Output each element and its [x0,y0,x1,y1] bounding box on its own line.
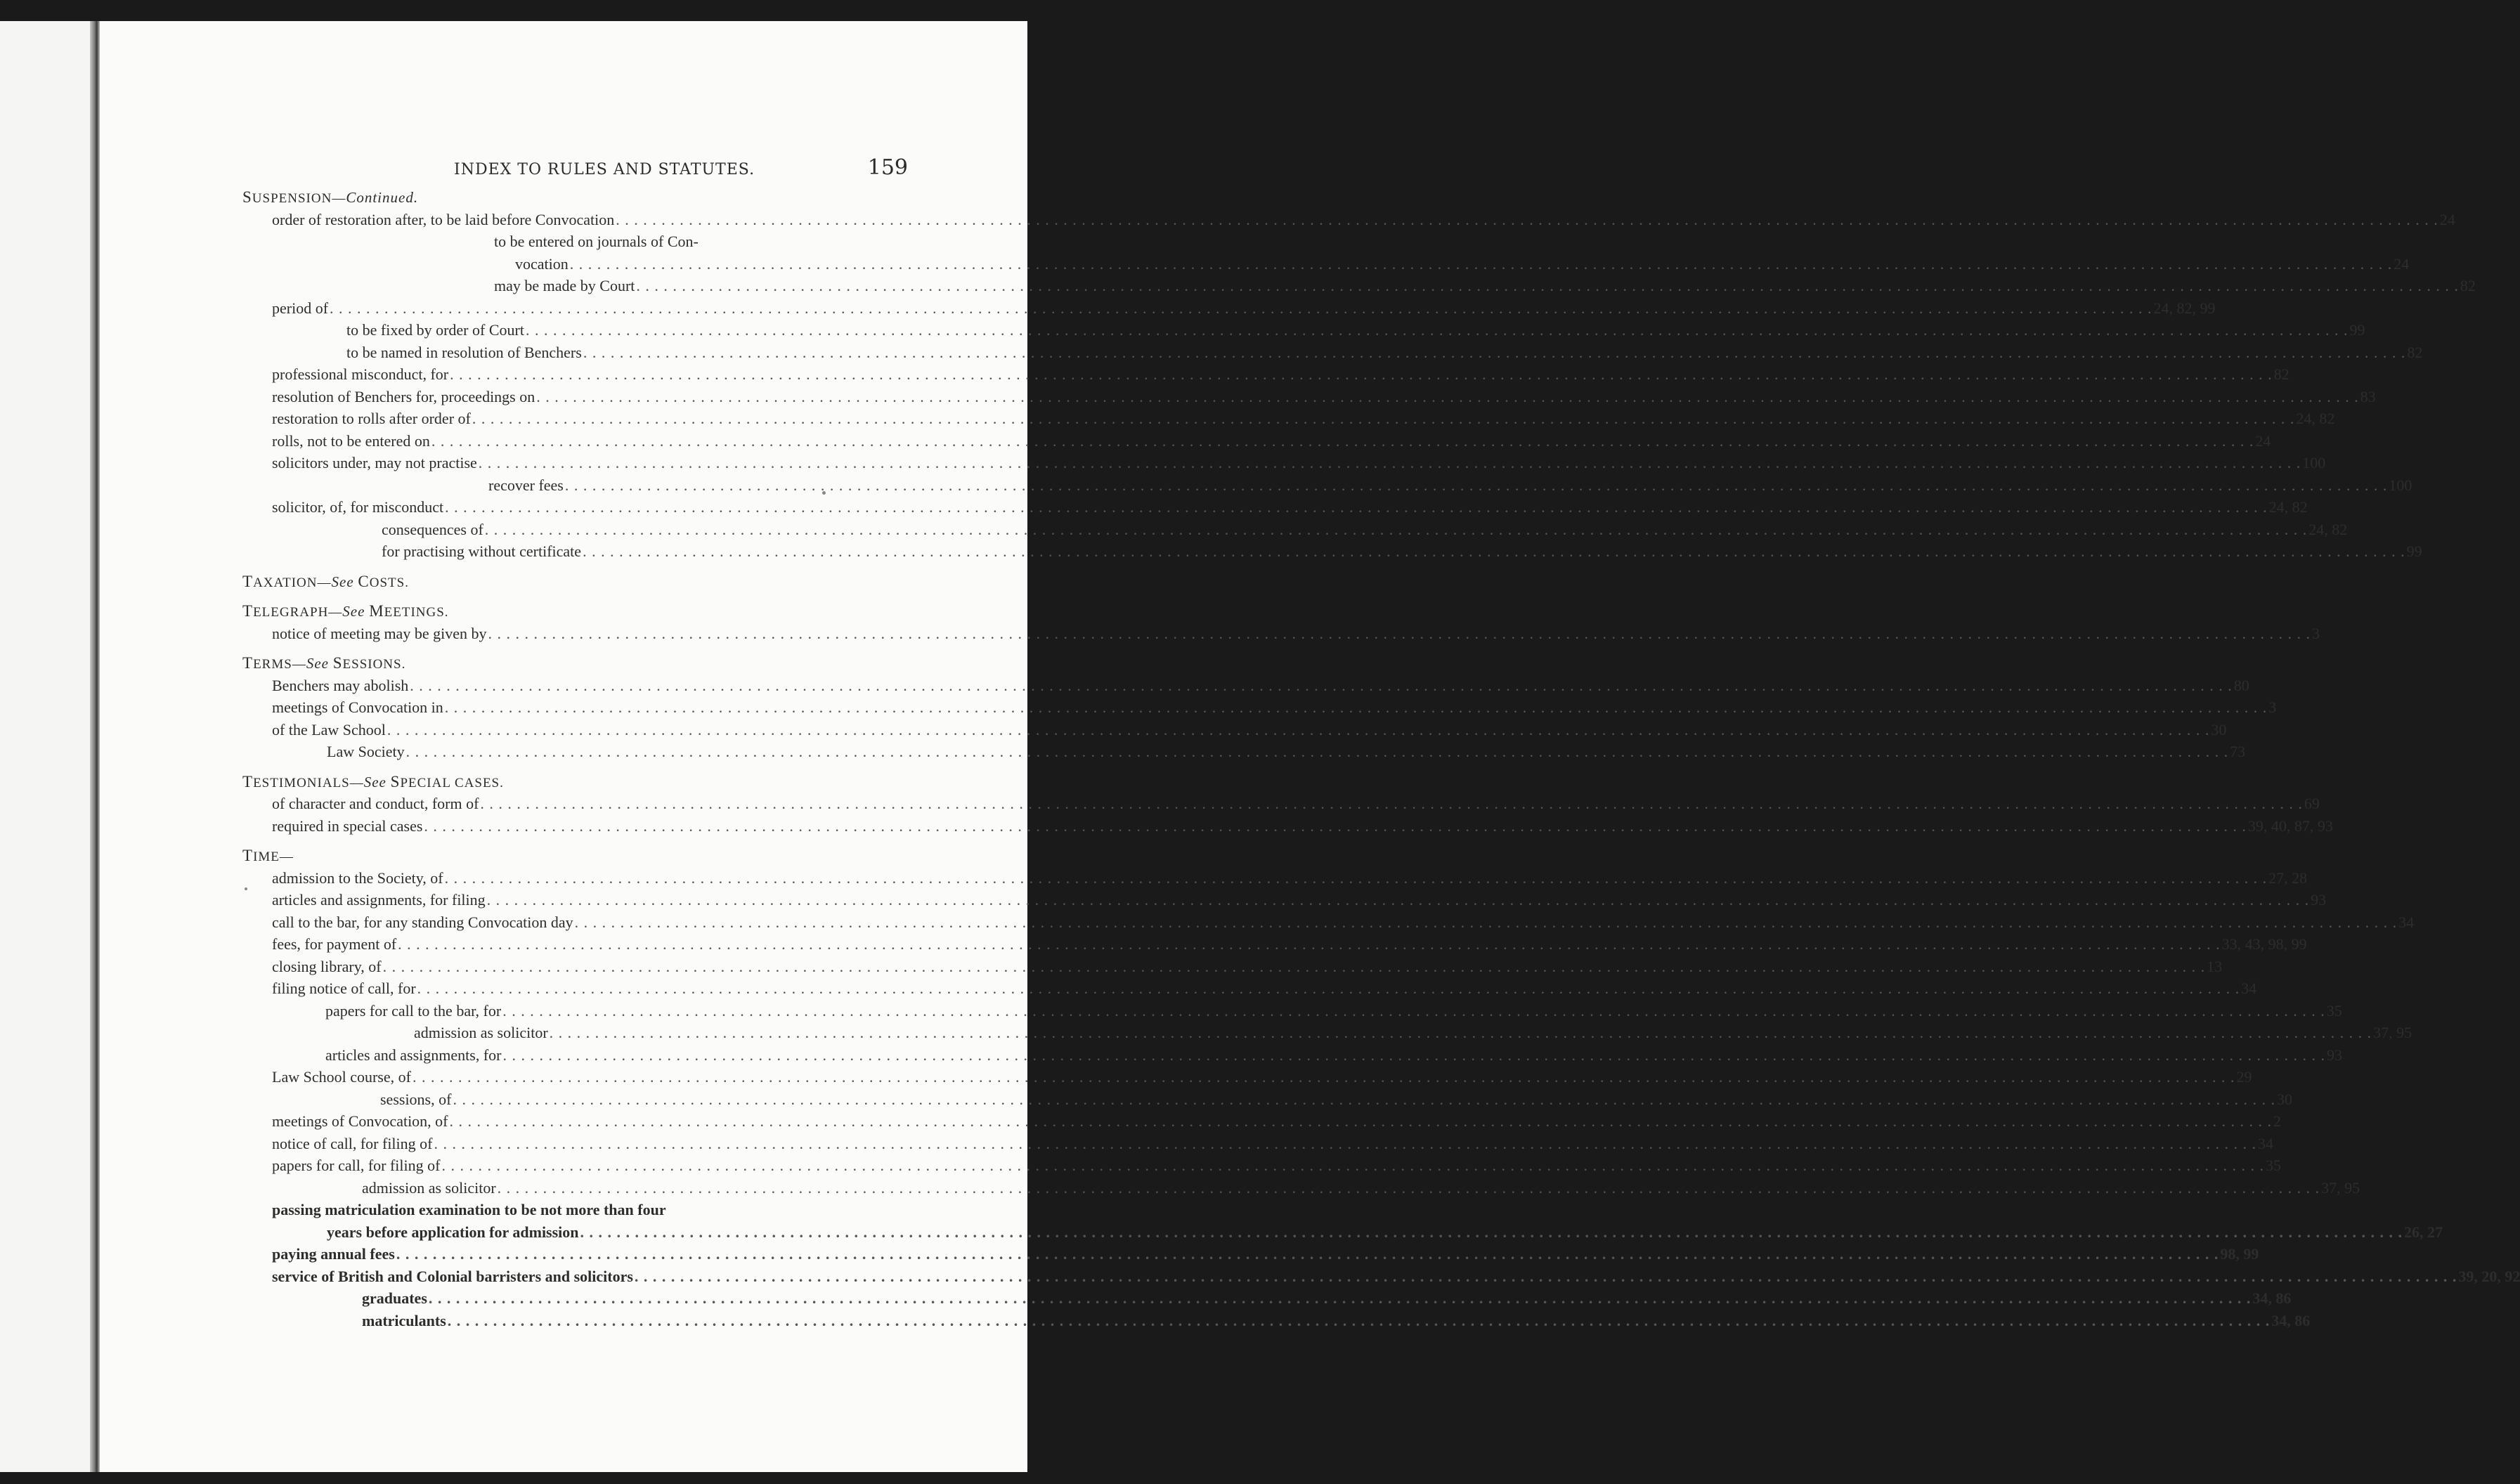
entry-text: meetings of Convocation, of [272,1112,448,1130]
index-entry [242,1310,2311,1332]
page-reference: 37, 95 [2373,1024,2412,1041]
heading-italic: Continued. [346,189,419,206]
page-reference: 35 [2326,1001,2342,1020]
entry-text: solicitor, of, for misconduct [272,498,444,516]
entry-text: articles and assignments, for [325,1046,502,1064]
entry-text: rolls, not to be entered on [272,431,430,450]
entry-text: matriculants [362,1311,446,1329]
index-entry [242,1154,2281,1177]
entry-text: vocation [515,254,569,273]
index-entry [242,1265,2520,1288]
heading-term: SUSPENSION—Continued. [242,188,419,206]
page-reference: 24, 82, 99 [2153,299,2216,317]
index-entry [242,474,2412,497]
index-entry [242,977,2257,1000]
index-list [242,186,2520,1332]
page-reference: 30 [2276,1090,2292,1108]
dot-leader: . . . . . . . . . . . . . . . . . . . . . . . . . . . . . . . . . . . . . . . . . . . . . . . . . . . . . . . . . . . . . . . . . . . . . . . . . . . . . . . . . . . . . . . . . . . . . . . . . . . . . . . . . . . . . . . . . . . . . . . . . . . . . . . . . . . . . . . . . . . . . . . . . . . . . . . . . . . . . . . . . . . . . . . . . . . . . . . . . . . . . . . . . . . . . . . . . . . . . . . . [583,343,2406,361]
dot-leader: . . . . . . . . . . . . . . . . . . . . . . . . . . . . . . . . . . . . . . . . . . . . . . . . . . . . . . . . . . . . . . . . . . . . . . . . . . . . . . . . . . . . . . . . . . . . . . . . . . . . . . . . . . . . . . . . . . . . . . . . . . . . . . . . . . . . . . . . . . . . . . . . . . . . . . . . . . . . . . . . . . . . . . . . . . . . . . . . . . . . . . . . . . . . . . . . . . . . . . . . [444,868,2268,887]
index-entry [242,408,2335,430]
index-heading [242,652,808,675]
index-entry [242,933,2307,956]
page-reference: 93 [2311,891,2327,909]
page-reference: 82 [2460,277,2476,294]
dot-leader: . . . . . . . . . . . . . . . . . . . . . . . . . . . . . . . . . . . . . . . . . . . . . . . . . . . . . . . . . . . . . . . . . . . . . . . . . . . . . . . . . . . . . . . . . . . . . . . . . . . . . . . . . . . . . . . . . . . . . . . . . . . . . . . . . . . . . . . . . . . . . . . . . . . . . . . . . . . . . . . . . . . . . . . . . . . . . . . . . . . . . . . . . . . . . . . . . . . . . . . . [636,277,2459,294]
cross-reference: SPECIAL CASES. [390,772,504,790]
page-reference: 29 [2236,1068,2252,1086]
page-reference: 34 [2241,979,2257,997]
page-reference: 24 [2255,431,2271,450]
page-reference: 24, 82 [2296,410,2335,427]
page-reference: 27, 28 [2268,868,2308,887]
entry-text: to be named in resolution of Benchers [346,343,582,361]
entry-text: period of [272,299,329,317]
entry-text: of the Law School [272,720,386,738]
entry-text: admission as solicitor [362,1178,496,1197]
index-entry [242,956,2223,978]
page-reference: 3 [2268,698,2277,716]
entry-text: passing matriculation examination to be not more than four [272,1201,666,1218]
dot-leader: . . . . . . . . . . . . . . . . . . . . . . . . . . . . . . . . . . . . . . . . . . . . . . . . . . . . . . . . . . . . . . . . . . . . . . . . . . . . . . . . . . . . . . . . . . . . . . . . . . . . . . . . . . . . . . . . . . . . . . . . . . . . . . . . . . . . . . . . . . . . . . . . . . . . . . . . . . . . . . . . . . . . . . . . . . . . . . . . . . . . . . . . . . . . . . . . . . . . . . . . [480,795,2303,812]
entry-text: paying annual fees [272,1245,395,1263]
dot-leader: . . . . . . . . . . . . . . . . . . . . . . . . . . . . . . . . . . . . . . . . . . . . . . . . . . . . . . . . . . . . . . . . . . . . . . . . . . . . . . . . . . . . . . . . . . . . . . . . . . . . . . . . . . . . . . . . . . . . . . . . . . . . . . . . . . . . . . . . . . . . . . . . . . . . . . . . . . . . . . . . . . . . . . . . . . . . . . . . . . . . . . . . . . . . . . . . . . . . . . . . [497,1178,2320,1197]
entry-text: papers for call, for filing of [272,1157,441,1174]
index-entry [242,1243,2259,1265]
entry-text: restoration to rolls after order of [272,410,471,427]
index-entry [242,867,2308,890]
entry-text: fees, for payment of [272,935,397,953]
heading-italic: See [363,773,387,790]
dot-leader: . . . . . . . . . . . . . . . . . . . . . . . . . . . . . . . . . . . . . . . . . . . . . . . . . . . . . . . . . . . . . . . . . . . . . . . . . . . . . . . . . . . . . . . . . . . . . . . . . . . . . . . . . . . . . . . . . . . . . . . . . . . . . . . . . . . . . . . . . . . . . . . . . . . . . . . . . . . . . . . . . . . . . . . . . . . . . . . . . . . . . . . . . . . . . . . . . . . . . . . . [478,454,2301,471]
page-reference: 39, 20, 92 [2458,1267,2520,1285]
dot-leader: . . . . . . . . . . . . . . . . . . . . . . . . . . . . . . . . . . . . . . . . . . . . . . . . . . . . . . . . . . . . . . . . . . . . . . . . . . . . . . . . . . . . . . . . . . . . . . . . . . . . . . . . . . . . . . . . . . . . . . . . . . . . . . . . . . . . . . . . . . . . . . . . . . . . . . . . . . . . . . . . . . . . . . . . . . . . . . . . . . . . . . . . . . . . . . . . . . . . . . . . [488,624,2311,642]
index-entry [242,209,2455,231]
page-reference: 82 [2273,365,2290,383]
index-entry [242,1066,2252,1088]
dot-leader: . . . . . . . . . . . . . . . . . . . . . . . . . . . . . . . . . . . . . . . . . . . . . . . . . . . . . . . . . . . . . . . . . . . . . . . . . . . . . . . . . . . . . . . . . . . . . . . . . . . . . . . . . . . . . . . . . . . . . . . . . . . . . . . . . . . . . . . . . . . . . . . . . . . . . . . . . . . . . . . . . . . . . . . . . . . . . . . . . . . . . . . . . . . . . . . . . . . . . . . . [536,387,2359,405]
index-entry [242,430,2271,453]
dot-leader: . . . . . . . . . . . . . . . . . . . . . . . . . . . . . . . . . . . . . . . . . . . . . . . . . . . . . . . . . . . . . . . . . . . . . . . . . . . . . . . . . . . . . . . . . . . . . . . . . . . . . . . . . . . . . . . . . . . . . . . . . . . . . . . . . . . . . . . . . . . . . . . . . . . . . . . . . . . . . . . . . . . . . . . . . . . . . . . . . . . . . . . . . . . . . . . . . . . . . . . . [396,1245,2219,1263]
dot-leader: . . . . . . . . . . . . . . . . . . . . . . . . . . . . . . . . . . . . . . . . . . . . . . . . . . . . . . . . . . . . . . . . . . . . . . . . . . . . . . . . . . . . . . . . . . . . . . . . . . . . . . . . . . . . . . . . . . . . . . . . . . . . . . . . . . . . . . . . . . . . . . . . . . . . . . . . . . . . . . . . . . . . . . . . . . . . . . . . . . . . . . . . . . . . . . . . . . . . . . . . [569,254,2393,273]
page-reference: 93 [2327,1046,2342,1064]
page-reference: 26, 27 [2404,1223,2443,1241]
dot-leader: . . . . . . . . . . . . . . . . . . . . . . . . . . . . . . . . . . . . . . . . . . . . . . . . . . . . . . . . . . . . . . . . . . . . . . . . . . . . . . . . . . . . . . . . . . . . . . . . . . . . . . . . . . . . . . . . . . . . . . . . . . . . . . . . . . . . . . . . . . . . . . . . . . . . . . . . . . . . . . . . . . . . . . . . . . . . . . . . . . . . . . . . . . . . . . . . . . . . . . . . [445,498,2268,516]
dot-leader: . . . . . . . . . . . . . . . . . . . . . . . . . . . . . . . . . . . . . . . . . . . . . . . . . . . . . . . . . . . . . . . . . . . . . . . . . . . . . . . . . . . . . . . . . . . . . . . . . . . . . . . . . . . . . . . . . . . . . . . . . . . . . . . . . . . . . . . . . . . . . . . . . . . . . . . . . . . . . . . . . . . . . . . . . . . . . . . . . . . . . . . . . . . . . . . . . . . . . . . . [431,431,2254,450]
index-heading [242,771,808,793]
index-entry [242,623,2320,645]
index-entry [242,297,2216,320]
dot-leader: . . . . . . . . . . . . . . . . . . . . . . . . . . . . . . . . . . . . . . . . . . . . . . . . . . . . . . . . . . . . . . . . . . . . . . . . . . . . . . . . . . . . . . . . . . . . . . . . . . . . . . . . . . . . . . . . . . . . . . . . . . . . . . . . . . . . . . . . . . . . . . . . . . . . . . . . . . . . . . . . . . . . . . . . . . . . . . . . . . . . . . . . . . . . . . . . . . . . . . . . [410,676,2233,694]
entry-text: articles and assignments, for filing [272,891,486,909]
entry-text: notice of call, for filing of [272,1134,433,1152]
entry-text: closing library, of [272,957,382,975]
book-gutter [90,21,100,1472]
entry-text: filing notice of call, for [272,979,416,997]
page-header [100,155,908,186]
index-heading [242,571,808,593]
index-entry [242,1088,2292,1111]
entry-text: graduates [362,1289,427,1307]
index-entry [242,1287,2292,1310]
index-entry [242,696,2277,719]
index-entry [242,1110,2282,1133]
entry-text: solicitors under, may not practise [272,454,477,471]
page-reference: 100 [2302,454,2326,471]
dot-leader: . . . . . . . . . . . . . . . . . . . . . . . . . . . . . . . . . . . . . . . . . . . . . . . . . . . . . . . . . . . . . . . . . . . . . . . . . . . . . . . . . . . . . . . . . . . . . . . . . . . . . . . . . . . . . . . . . . . . . . . . . . . . . . . . . . . . . . . . . . . . . . . . . . . . . . . . . . . . . . . . . . . . . . . . . . . . . . . . . . . . . . . . . . . . . . . . . . . . . . . . [330,299,2152,317]
index-heading [242,845,808,867]
entry-text: papers for call to the bar, for [325,1001,502,1020]
page-reference: 34, 86 [2271,1311,2311,1329]
entry-text: professional misconduct, for [272,365,449,383]
index-entry [242,1044,2342,1067]
page-reference: 2 [2273,1112,2282,1130]
dot-leader: . . . . . . . . . . . . . . . . . . . . . . . . . . . . . . . . . . . . . . . . . . . . . . . . . . . . . . . . . . . . . . . . . . . . . . . . . . . . . . . . . . . . . . . . . . . . . . . . . . . . . . . . . . . . . . . . . . . . . . . . . . . . . . . . . . . . . . . . . . . . . . . . . . . . . . . . . . . . . . . . . . . . . . . . . . . . . . . . . . . . . . . . . . . . . . . . . . . . . . . . [634,1267,2457,1285]
entry-text: admission to the Society, of [272,868,443,887]
heading-term: TIME— [242,847,294,864]
page-reference: 39, 40, 87, 93 [2247,816,2333,835]
heading-term: TERMS—See SESSIONS. [242,654,406,672]
index-entry [242,719,2227,741]
dot-leader: . . . . . . . . . . . . . . . . . . . . . . . . . . . . . . . . . . . . . . . . . . . . . . . . . . . . . . . . . . . . . . . . . . . . . . . . . . . . . . . . . . . . . . . . . . . . . . . . . . . . . . . . . . . . . . . . . . . . . . . . . . . . . . . . . . . . . . . . . . . . . . . . . . . . . . . . . . . . . . . . . . . . . . . . . . . . . . . . . . . . . . . . . . . . . . . . . . . . . . . . [447,1311,2271,1329]
dot-leader: . . . . . . . . . . . . . . . . . . . . . . . . . . . . . . . . . . . . . . . . . . . . . . . . . . . . . . . . . . . . . . . . . . . . . . . . . . . . . . . . . . . . . . . . . . . . . . . . . . . . . . . . . . . . . . . . . . . . . . . . . . . . . . . . . . . . . . . . . . . . . . . . . . . . . . . . . . . . . . . . . . . . . . . . . . . . . . . . . . . . . . . . . . . . . . . . . . . . . . . . [444,698,2268,716]
page-reference: 100 [2389,476,2412,494]
page-reference: 80 [2233,676,2249,694]
dot-leader: . . . . . . . . . . . . . . . . . . . . . . . . . . . . . . . . . . . . . . . . . . . . . . . . . . . . . . . . . . . . . . . . . . . . . . . . . . . . . . . . . . . . . . . . . . . . . . . . . . . . . . . . . . . . . . . . . . . . . . . . . . . . . . . . . . . . . . . . . . . . . . . . . . . . . . . . . . . . . . . . . . . . . . . . . . . . . . . . . . . . . . . . . . . . . . . . . . . . . . . . [574,913,2398,931]
index-entry [242,889,2327,911]
dot-leader: . . . . . . . . . . . . . . . . . . . . . . . . . . . . . . . . . . . . . . . . . . . . . . . . . . . . . . . . . . . . . . . . . . . . . . . . . . . . . . . . . . . . . . . . . . . . . . . . . . . . . . . . . . . . . . . . . . . . . . . . . . . . . . . . . . . . . . . . . . . . . . . . . . . . . . . . . . . . . . . . . . . . . . . . . . . . . . . . . . . . . . . . . . . . . . . . . . . . . . . . [441,1157,2264,1174]
entry-text: Law Society [327,743,405,760]
index-entry [242,275,2476,297]
page-reference: 24 [2439,210,2455,228]
page-number: 159 [867,155,908,180]
entry-text: Benchers may abolish [272,676,409,694]
index-entry [242,675,2249,697]
index-entry [242,496,2308,519]
entry-text: admission as solicitor [414,1024,548,1041]
index-entry [242,519,2348,541]
dot-leader: . . . . . . . . . . . . . . . . . . . . . . . . . . . . . . . . . . . . . . . . . . . . . . . . . . . . . . . . . . . . . . . . . . . . . . . . . . . . . . . . . . . . . . . . . . . . . . . . . . . . . . . . . . . . . . . . . . . . . . . . . . . . . . . . . . . . . . . . . . . . . . . . . . . . . . . . . . . . . . . . . . . . . . . . . . . . . . . . . . . . . . . . . . . . . . . . . . . . . . . . [434,1134,2256,1152]
page-reference: 24, 82 [2268,498,2308,516]
cross-reference: COSTS. [358,572,409,590]
page-reference: 98, 99 [2220,1245,2259,1263]
page-reference: 99 [2349,321,2365,339]
entry-text: of character and conduct, form of [272,795,479,812]
index-entry [242,911,2415,934]
entry-text: to be fixed by order of Court [346,321,524,339]
heading-italic: See [306,655,329,672]
cross-reference: SESSIONS. [332,654,406,672]
dot-leader: . . . . . . . . . . . . . . . . . . . . . . . . . . . . . . . . . . . . . . . . . . . . . . . . . . . . . . . . . . . . . . . . . . . . . . . . . . . . . . . . . . . . . . . . . . . . . . . . . . . . . . . . . . . . . . . . . . . . . . . . . . . . . . . . . . . . . . . . . . . . . . . . . . . . . . . . . . . . . . . . . . . . . . . . . . . . . . . . . . . . . . . . . . . . . . . . . . . . . . . . [580,1223,2403,1241]
heading-italic: See [331,573,354,590]
heading-term: TESTIMONIALS—See SPECIAL CASES. [242,772,504,790]
dot-leader: . . . . . . . . . . . . . . . . . . . . . . . . . . . . . . . . . . . . . . . . . . . . . . . . . . . . . . . . . . . . . . . . . . . . . . . . . . . . . . . . . . . . . . . . . . . . . . . . . . . . . . . . . . . . . . . . . . . . . . . . . . . . . . . . . . . . . . . . . . . . . . . . . . . . . . . . . . . . . . . . . . . . . . . . . . . . . . . . . . . . . . . . . . . . . . . . . . . . . . . . [382,957,2206,975]
index-entry [242,1133,2273,1155]
running-head: INDEX TO RULES AND STATUTES. [454,161,755,178]
page-reference: 33, 43, 98, 99 [2221,935,2307,953]
page-reference: 30 [2211,720,2227,738]
page-reference: 34 [2398,913,2415,931]
dot-leader: . . . . . . . . . . . . . . . . . . . . . . . . . . . . . . . . . . . . . . . . . . . . . . . . . . . . . . . . . . . . . . . . . . . . . . . . . . . . . . . . . . . . . . . . . . . . . . . . . . . . . . . . . . . . . . . . . . . . . . . . . . . . . . . . . . . . . . . . . . . . . . . . . . . . . . . . . . . . . . . . . . . . . . . . . . . . . . . . . . . . . . . . . . . . . . . . . . . . . . . . [449,1112,2273,1130]
index-entry [242,793,2320,815]
page-reference: 13 [2207,957,2223,975]
index-heading [242,186,808,209]
page-reference: 34 [2257,1134,2273,1152]
dot-leader: . . . . . . . . . . . . . . . . . . . . . . . . . . . . . . . . . . . . . . . . . . . . . . . . . . . . . . . . . . . . . . . . . . . . . . . . . . . . . . . . . . . . . . . . . . . . . . . . . . . . . . . . . . . . . . . . . . . . . . . . . . . . . . . . . . . . . . . . . . . . . . . . . . . . . . . . . . . . . . . . . . . . . . . . . . . . . . . . . . . . . . . . . . . . . . . . . . . . . . . . [564,476,2388,494]
index-entry [242,540,2422,563]
entry-text: required in special cases [272,816,423,835]
index-heading [242,600,808,623]
index-entry [242,1221,2443,1244]
dot-leader: . . . . . . . . . . . . . . . . . . . . . . . . . . . . . . . . . . . . . . . . . . . . . . . . . . . . . . . . . . . . . . . . . . . . . . . . . . . . . . . . . . . . . . . . . . . . . . . . . . . . . . . . . . . . . . . . . . . . . . . . . . . . . . . . . . . . . . . . . . . . . . . . . . . . . . . . . . . . . . . . . . . . . . . . . . . . . . . . . . . . . . . . . . . . . . . . . . . . . . . . [453,1090,2275,1108]
dot-leader: . . . . . . . . . . . . . . . . . . . . . . . . . . . . . . . . . . . . . . . . . . . . . . . . . . . . . . . . . . . . . . . . . . . . . . . . . . . . . . . . . . . . . . . . . . . . . . . . . . . . . . . . . . . . . . . . . . . . . . . . . . . . . . . . . . . . . . . . . . . . . . . . . . . . . . . . . . . . . . . . . . . . . . . . . . . . . . . . . . . . . . . . . . . . . . . . . . . . . . . . [484,520,2308,538]
index-entry [242,253,2410,275]
dot-leader: . . . . . . . . . . . . . . . . . . . . . . . . . . . . . . . . . . . . . . . . . . . . . . . . . . . . . . . . . . . . . . . . . . . . . . . . . . . . . . . . . . . . . . . . . . . . . . . . . . . . . . . . . . . . . . . . . . . . . . . . . . . . . . . . . . . . . . . . . . . . . . . . . . . . . . . . . . . . . . . . . . . . . . . . . . . . . . . . . . . . . . . . . . . . . . . . . . . . . . . . [398,935,2221,953]
facing-page-edge [0,21,95,1472]
cross-reference: MEETINGS. [369,602,449,620]
dot-leader: . . . . . . . . . . . . . . . . . . . . . . . . . . . . . . . . . . . . . . . . . . . . . . . . . . . . . . . . . . . . . . . . . . . . . . . . . . . . . . . . . . . . . . . . . . . . . . . . . . . . . . . . . . . . . . . . . . . . . . . . . . . . . . . . . . . . . . . . . . . . . . . . . . . . . . . . . . . . . . . . . . . . . . . . . . . . . . . . . . . . . . . . . . . . . . . . . . . . . . . . [405,743,2229,760]
heading-term: TELEGRAPH—See MEETINGS. [242,602,449,620]
dot-leader: . . . . . . . . . . . . . . . . . . . . . . . . . . . . . . . . . . . . . . . . . . . . . . . . . . . . . . . . . . . . . . . . . . . . . . . . . . . . . . . . . . . . . . . . . . . . . . . . . . . . . . . . . . . . . . . . . . . . . . . . . . . . . . . . . . . . . . . . . . . . . . . . . . . . . . . . . . . . . . . . . . . . . . . . . . . . . . . . . . . . . . . . . . . . . . . . . . . . . . . . [387,720,2210,738]
index-entry [242,1022,2412,1044]
index-entry [242,230,808,253]
page-reference: 24 [2394,254,2410,273]
dot-leader: . . . . . . . . . . . . . . . . . . . . . . . . . . . . . . . . . . . . . . . . . . . . . . . . . . . . . . . . . . . . . . . . . . . . . . . . . . . . . . . . . . . . . . . . . . . . . . . . . . . . . . . . . . . . . . . . . . . . . . . . . . . . . . . . . . . . . . . . . . . . . . . . . . . . . . . . . . . . . . . . . . . . . . . . . . . . . . . . . . . . . . . . . . . . . . . . . . . . . . . . [616,210,2438,228]
dot-leader: . . . . . . . . . . . . . . . . . . . . . . . . . . . . . . . . . . . . . . . . . . . . . . . . . . . . . . . . . . . . . . . . . . . . . . . . . . . . . . . . . . . . . . . . . . . . . . . . . . . . . . . . . . . . . . . . . . . . . . . . . . . . . . . . . . . . . . . . . . . . . . . . . . . . . . . . . . . . . . . . . . . . . . . . . . . . . . . . . . . . . . . . . . . . . . . . . . . . . . . . [450,365,2273,383]
entry-text: consequences of [382,520,483,538]
page-reference: 35 [2265,1157,2281,1174]
entry-text: for practising without certificate [382,542,582,560]
dot-leader: . . . . . . . . . . . . . . . . . . . . . . . . . . . . . . . . . . . . . . . . . . . . . . . . . . . . . . . . . . . . . . . . . . . . . . . . . . . . . . . . . . . . . . . . . . . . . . . . . . . . . . . . . . . . . . . . . . . . . . . . . . . . . . . . . . . . . . . . . . . . . . . . . . . . . . . . . . . . . . . . . . . . . . . . . . . . . . . . . . . . . . . . . . . . . . . . . . . . . . . . [502,1046,2325,1064]
dot-leader: . . . . . . . . . . . . . . . . . . . . . . . . . . . . . . . . . . . . . . . . . . . . . . . . . . . . . . . . . . . . . . . . . . . . . . . . . . . . . . . . . . . . . . . . . . . . . . . . . . . . . . . . . . . . . . . . . . . . . . . . . . . . . . . . . . . . . . . . . . . . . . . . . . . . . . . . . . . . . . . . . . . . . . . . . . . . . . . . . . . . . . . . . . . . . . . . . . . . . . . . [502,1001,2325,1020]
index-entry [242,452,2326,474]
dot-leader: . . . . . . . . . . . . . . . . . . . . . . . . . . . . . . . . . . . . . . . . . . . . . . . . . . . . . . . . . . . . . . . . . . . . . . . . . . . . . . . . . . . . . . . . . . . . . . . . . . . . . . . . . . . . . . . . . . . . . . . . . . . . . . . . . . . . . . . . . . . . . . . . . . . . . . . . . . . . . . . . . . . . . . . . . . . . . . . . . . . . . . . . . . . . . . . . . . . . . . . . [417,979,2240,997]
index-entry [242,815,2333,838]
entry-text: may be made by Court [494,277,635,294]
entry-text: service of British and Colonial barristers and solicitors [272,1267,633,1285]
entry-text: resolution of Benchers for, proceedings on [272,387,535,405]
dot-leader: . . . . . . . . . . . . . . . . . . . . . . . . . . . . . . . . . . . . . . . . . . . . . . . . . . . . . . . . . . . . . . . . . . . . . . . . . . . . . . . . . . . . . . . . . . . . . . . . . . . . . . . . . . . . . . . . . . . . . . . . . . . . . . . . . . . . . . . . . . . . . . . . . . . . . . . . . . . . . . . . . . . . . . . . . . . . . . . . . . . . . . . . . . . . . . . . . . . . . . . . [428,1289,2252,1307]
dot-leader: . . . . . . . . . . . . . . . . . . . . . . . . . . . . . . . . . . . . . . . . . . . . . . . . . . . . . . . . . . . . . . . . . . . . . . . . . . . . . . . . . . . . . . . . . . . . . . . . . . . . . . . . . . . . . . . . . . . . . . . . . . . . . . . . . . . . . . . . . . . . . . . . . . . . . . . . . . . . . . . . . . . . . . . . . . . . . . . . . . . . . . . . . . . . . . . . . . . . . . . . [486,891,2310,909]
entry-text: sessions, of [380,1090,452,1108]
heading-term: TAXATION—See COSTS. [242,572,409,590]
page-reference: 83 [2360,387,2376,405]
dot-leader: . . . . . . . . . . . . . . . . . . . . . . . . . . . . . . . . . . . . . . . . . . . . . . . . . . . . . . . . . . . . . . . . . . . . . . . . . . . . . . . . . . . . . . . . . . . . . . . . . . . . . . . . . . . . . . . . . . . . . . . . . . . . . . . . . . . . . . . . . . . . . . . . . . . . . . . . . . . . . . . . . . . . . . . . . . . . . . . . . . . . . . . . . . . . . . . . . . . . . . . . [583,542,2405,560]
entry-text: to be entered on journals of Con- [494,233,699,250]
entry-text: call to the bar, for any standing Convocation day [272,913,573,931]
index-entry [242,386,2376,408]
index-entry [242,341,2423,364]
index-entry [242,1199,808,1221]
dot-leader: . . . . . . . . . . . . . . . . . . . . . . . . . . . . . . . . . . . . . . . . . . . . . . . . . . . . . . . . . . . . . . . . . . . . . . . . . . . . . . . . . . . . . . . . . . . . . . . . . . . . . . . . . . . . . . . . . . . . . . . . . . . . . . . . . . . . . . . . . . . . . . . . . . . . . . . . . . . . . . . . . . . . . . . . . . . . . . . . . . . . . . . . . . . . . . . . . . . . . . . . [525,321,2349,339]
page-reference: 3 [2311,624,2320,642]
index-entry [242,1177,2360,1199]
page-reference: 34, 86 [2252,1289,2292,1307]
dot-leader: . . . . . . . . . . . . . . . . . . . . . . . . . . . . . . . . . . . . . . . . . . . . . . . . . . . . . . . . . . . . . . . . . . . . . . . . . . . . . . . . . . . . . . . . . . . . . . . . . . . . . . . . . . . . . . . . . . . . . . . . . . . . . . . . . . . . . . . . . . . . . . . . . . . . . . . . . . . . . . . . . . . . . . . . . . . . . . . . . . . . . . . . . . . . . . . . . . . . . . . . [472,410,2295,427]
page-reference: 37, 95 [2321,1178,2360,1197]
page-reference: 69 [2304,795,2320,812]
index-entry [242,363,2290,386]
page-reference: 24, 82 [2308,520,2348,538]
entry-text: Law School course, of [272,1068,411,1086]
index-entry [242,1000,2342,1022]
entry-text: order of restoration after, to be laid before Convocation [272,210,615,228]
dot-leader: . . . . . . . . . . . . . . . . . . . . . . . . . . . . . . . . . . . . . . . . . . . . . . . . . . . . . . . . . . . . . . . . . . . . . . . . . . . . . . . . . . . . . . . . . . . . . . . . . . . . . . . . . . . . . . . . . . . . . . . . . . . . . . . . . . . . . . . . . . . . . . . . . . . . . . . . . . . . . . . . . . . . . . . . . . . . . . . . . . . . . . . . . . . . . . . . . . . . . . . . [549,1024,2372,1041]
entry-text: years before application for admission [327,1223,579,1241]
entry-text: meetings of Convocation in [272,698,443,716]
entry-text: recover fees [488,476,564,494]
page-reference: 99 [2406,542,2422,560]
index-entry [242,741,2246,763]
dot-leader: . . . . . . . . . . . . . . . . . . . . . . . . . . . . . . . . . . . . . . . . . . . . . . . . . . . . . . . . . . . . . . . . . . . . . . . . . . . . . . . . . . . . . . . . . . . . . . . . . . . . . . . . . . . . . . . . . . . . . . . . . . . . . . . . . . . . . . . . . . . . . . . . . . . . . . . . . . . . . . . . . . . . . . . . . . . . . . . . . . . . . . . . . . . . . . . . . . . . . . . . [424,816,2247,835]
index-entry [242,319,2365,341]
page-reference: 73 [2230,743,2246,760]
heading-italic: See [342,603,365,620]
page-reference: 82 [2407,343,2423,361]
dot-leader: . . . . . . . . . . . . . . . . . . . . . . . . . . . . . . . . . . . . . . . . . . . . . . . . . . . . . . . . . . . . . . . . . . . . . . . . . . . . . . . . . . . . . . . . . . . . . . . . . . . . . . . . . . . . . . . . . . . . . . . . . . . . . . . . . . . . . . . . . . . . . . . . . . . . . . . . . . . . . . . . . . . . . . . . . . . . . . . . . . . . . . . . . . . . . . . . . . . . . . . . [412,1068,2235,1086]
entry-text: notice of meeting may be given by [272,624,487,642]
